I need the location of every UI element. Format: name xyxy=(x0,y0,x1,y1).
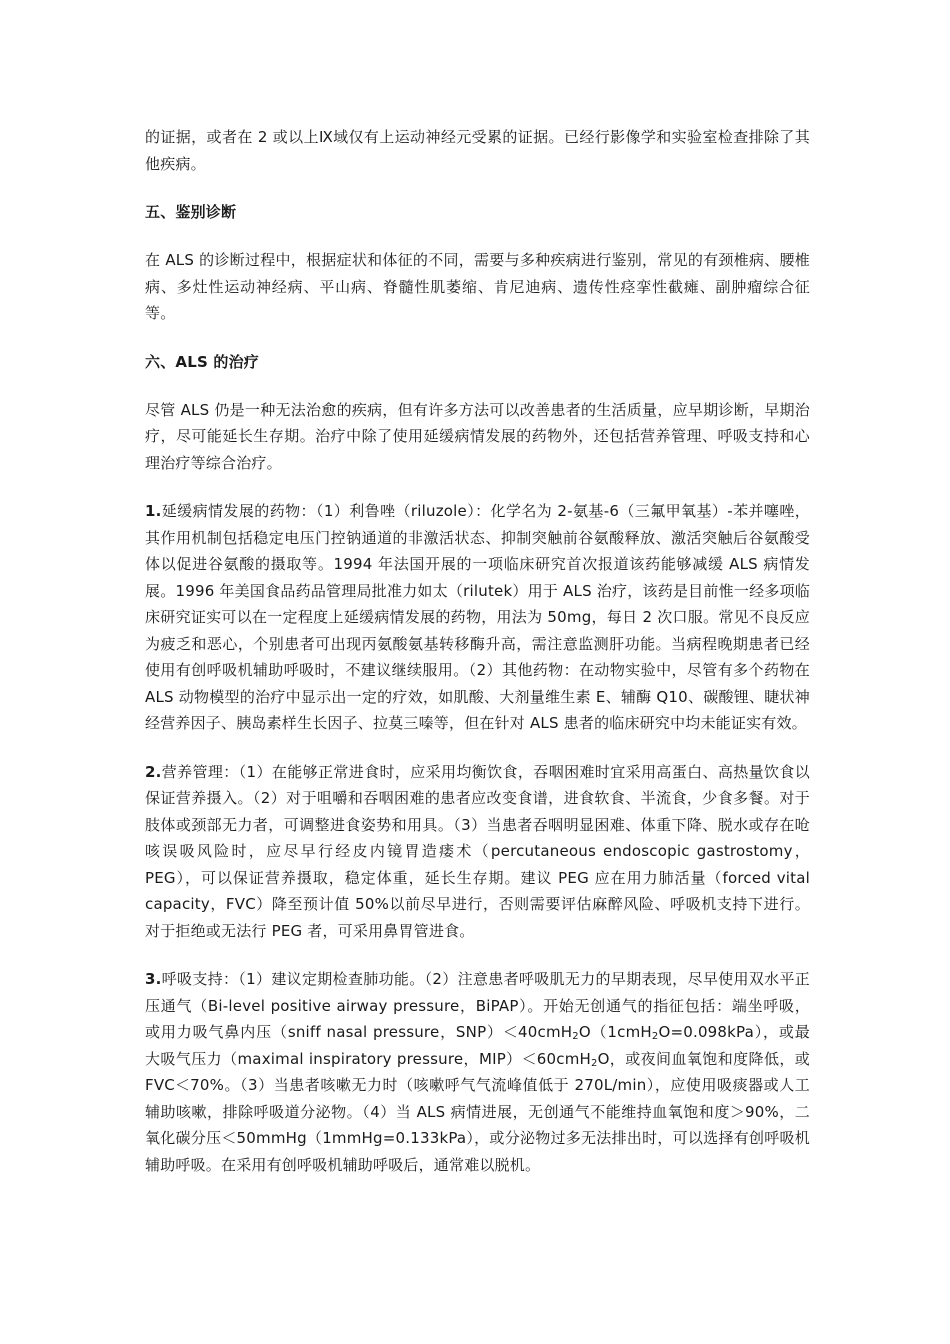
document-page xyxy=(145,124,810,1178)
item-text-part: O（1cmH xyxy=(578,1023,652,1041)
treatment-intro-paragraph: 尽管 ALS 仍是一种无法治愈的疾病，但有许多方法可以改善患者的生活质量，应早期诊断，早期治疗，尽可能延长生存期。治疗中除了使用延缓病情发展的药物外，还包括营养管理、呼吸支持和心理治疗等综合治疗。 xyxy=(145,400,810,472)
differential-diagnosis-paragraph: 在 ALS 的诊断过程中，根据症状和体征的不同，需要与多种疾病进行鉴别，常见的有颈椎病、腰椎病、多灶性运动神经病、平山病、脊髓性肌萎缩、肯尼迪病、遗传性痉挛性截瘫、副肿瘤综合征等。 xyxy=(145,251,810,322)
subscript: 2 xyxy=(651,1031,659,1042)
item-text: 营养管理：（1）在能够正常进食时，应采用均衡饮食，吞咽困难时宜采用高蛋白、高热量饮食以保证营养摄入。（2）对于咀嚼和吞咽困难的患者应改变食谱，进食软食、半流食，少食多餐。对于肢体或颈部无力者，可调整进食姿势和用具。（3）当患者吞咽明显困难、体重下降、脱水或存在呛咳误吸风险时，应尽早行经皮内镜胃造瘘术（percutaneous endoscopic gastrostomy，PEG），可以保证营养摄取，稳定体重，延长生存期。建议 PEG 应在用力肺活量（forced vital capacity，FVC）降至预计值 50%以前尽早进行，否则需要评估麻醉风险、呼吸机支持下进行。对于拒绝或无法行 PEG 者，可采用鼻胃管进食。 xyxy=(145,762,810,940)
continued-paragraph: 的证据，或者在 2 或以上Ⅸ域仅有上运动神经元受累的证据。已经行影像学和实验室检查排除了其他疾病。 xyxy=(145,128,810,173)
subscript: 2 xyxy=(591,1057,598,1069)
treatment-item-respiratory xyxy=(145,966,810,1178)
treatment-item-nutrition xyxy=(145,759,810,945)
subscript: 2 xyxy=(572,1031,579,1042)
treatment-item-drugs xyxy=(145,498,810,737)
section-heading-differential-diagnosis: 五、鉴别诊断 xyxy=(145,203,237,221)
section-heading-als-treatment: 六、ALS 的治疗 xyxy=(145,352,259,371)
item-number: 3. xyxy=(145,970,162,988)
item-text-part: O=0.098kPa），或最大吸气压力（maximal inspiratory pressure，MIP）＜60cmH xyxy=(145,1023,810,1068)
item-number: 2. xyxy=(145,762,162,781)
item-text-part: 呼吸支持：（1）建议定期检查肺功能。（2）注意患者呼吸肌无力的早期表现，尽早使用双水平正压通气（Bi-level positive airway pressure，BiPAP）。开始无创通气的指征包括：端坐呼吸，或用力吸气鼻内压（sniff nasal pressure，SNP）＜40cmH xyxy=(145,970,810,1041)
item-number: 1. xyxy=(145,502,162,520)
item-text-part: O，或夜间血氧饱和度降低，或 FVC＜70%。（3）当患者咳嗽无力时（咳嗽呼气气流峰值低于 270L/min），应使用吸痰器或人工辅助咳嗽，排除呼吸道分泌物。（4）当 ALS 病情进展，无创通气不能维持血氧饱和度＞90%，二氧化碳分压＜50mmHg（1mmHg=0.133kPa），或分泌物过多无法排出时，可以选择有创呼吸机辅助呼吸。在采用有创呼吸机辅助呼吸后，通常难以脱机。 xyxy=(145,1049,810,1174)
item-text: 延缓病情发展的药物：（1）利鲁唑（riluzole）：化学名为 2-氨基-6（三氟甲氧基）-苯并噻唑，其作用机制包括稳定电压门控钠通道的非激活状态、抑制突触前谷氨酸释放、激活突触后谷氨酸受体以促进谷氨酸的摄取等。1994 年法国开展的一项临床研究首次报道该药能够减缓 ALS 病情发展。1996 年美国食品药品管理局批准力如太（rilutek）用于 ALS 治疗，该药是目前惟一经多项临床研究证实可以在一定程度上延缓病情发展的药物，用法为 50mg，每日 2 次口服。常见不良反应为疲乏和恶心，个别患者可出现丙氨酸氨基转移酶升高，需注意监测肝功能。当病程晚期患者已经使用有创呼吸机辅助呼吸时，不建议继续服用。（2）其他药物：在动物实验中，尽管有多个药物在 ALS 动物模型的治疗中显示出一定的疗效，如肌酸、大剂量维生素 E、辅酶 Q10、碳酸锂、睫状神经营养因子、胰岛素样生长因子、拉莫三嗪等，但在针对 ALS 患者的临床研究中均未能证实有效。 xyxy=(145,502,810,732)
